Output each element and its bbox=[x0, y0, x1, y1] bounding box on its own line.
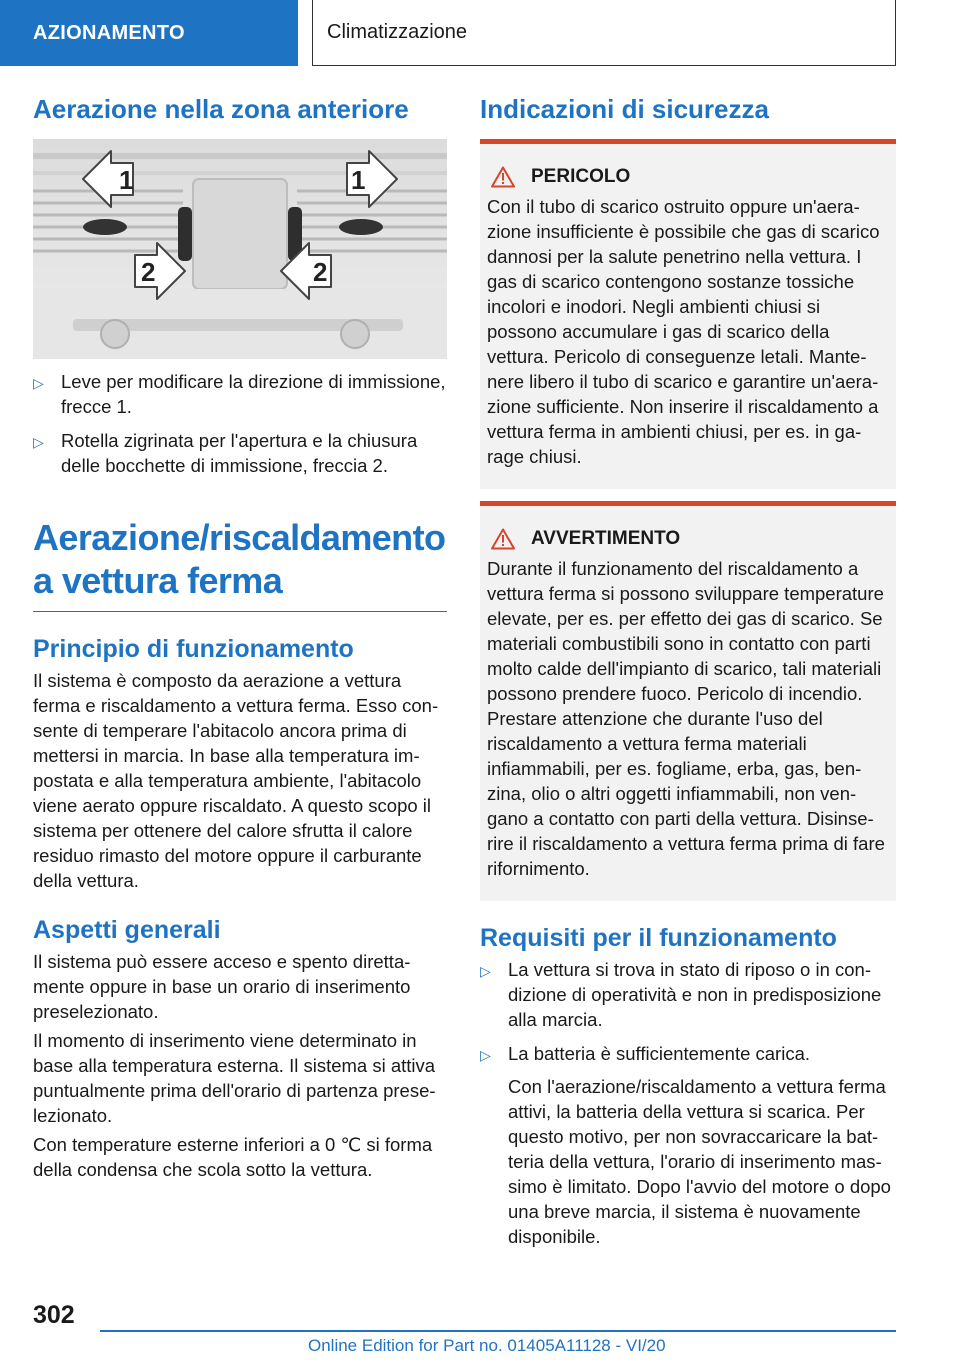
danger-text: Con il tubo di scarico ostruito oppure un'aerazione insufficiente è possibile che gas di scarico dannosi per la salute penetrino nella vettura. I gas di scarico contengono sostanze tossiche incolori e inodori. Negli ambienti chiusi si possono accumulare i gas di scarico della vettura. Pericolo di conseguenze letali. Mantenere libero il tubo di scarico e garantire un'aerazione sufficiente. Non inserire il riscaldamento a vettura ferma in ambienti chiusi, per es. in garage chiusi. bbox=[487, 196, 880, 468]
paragraph: Il sistema è composto da aerazione a vettura ferma e riscaldamento a vettura ferma. Esso consente di temperare l'abitacolo ancora prima di mettersi in marcia. In base alla temperatura impostata e alla temperatura ambiente, l'abitacolo viene aerato oppure riscaldato. A questo scopo il sistema per ottenere del calore sfrutta il calore residuo rimasto del motore oppure il carburante della vettura. bbox=[33, 669, 439, 891]
topic-label: Climatizzazione bbox=[327, 21, 468, 43]
warning-triangle-icon bbox=[491, 528, 515, 550]
list-item bbox=[480, 957, 896, 1032]
section-label: AZIONAMENTO bbox=[33, 21, 185, 44]
triangle-bullet-icon: ▷ bbox=[33, 375, 44, 392]
danger-label: PERICOLO bbox=[531, 166, 631, 188]
paragraph: Con temperature esterne inferiori a 0 ℃ si forma della condensa che scola sotto la vettura. bbox=[33, 1133, 433, 1180]
danger-box bbox=[480, 139, 896, 489]
callout-2-right: 2 bbox=[313, 257, 328, 288]
subheading-requisiti: Requisiti per il funzionamento bbox=[480, 924, 837, 953]
triangle-bullet-icon: ▷ bbox=[33, 434, 44, 451]
left-column bbox=[33, 94, 447, 1186]
callout-1-right: 1 bbox=[351, 165, 366, 196]
list-item bbox=[33, 428, 447, 478]
triangle-bullet-icon: ▷ bbox=[480, 1047, 491, 1064]
requirements-list bbox=[480, 957, 896, 1249]
warning-label: AVVERTIMENTO bbox=[531, 528, 681, 550]
callout-2-left: 2 bbox=[141, 257, 156, 288]
paragraph: Il momento di inserimento viene determinato in base alla temperatura esterna. Il sistema si attiva puntualmente prima dell'orario di partenza preselezionato. bbox=[33, 1029, 436, 1126]
list-item-text: Rotella zigrinata per l'apertura e la chiusura delle bocchette di immissione, freccia 2. bbox=[61, 430, 418, 477]
list-item-text: La vettura si trova in stato di riposo o in condizione di operatività e non in predisposizione alla marcia. bbox=[508, 959, 882, 1031]
topic-tab bbox=[312, 0, 896, 66]
vent-controls-list bbox=[33, 369, 447, 478]
section-tab bbox=[0, 0, 298, 66]
subheading-principio: Principio di funzionamento bbox=[33, 634, 354, 663]
list-item-text: Leve per modificare la direzione di immissione, frecce 1. bbox=[61, 371, 446, 418]
warning-text: Durante il funzionamento del riscaldamento a vettura ferma si possono sviluppare temperature elevate, per es. per effetto dei gas di scarico. Se materiali combustibili sono in contatto con parti molto calde dell'impianto di scarico, tali materiali possono prendere fuoco. Pericolo di incendio. Prestare attenzione che durante l'uso del riscaldamento a vettura ferma materiali infiammabili, per es. fogliame, erba, gas, benzina, olio o altri oggetti infiammabili, non vengano a contatto con parti della vettura. Disinserire il riscaldamento a vettura ferma prima di fare rifornimento. bbox=[487, 558, 885, 880]
edition-footer: Online Edition for Part no. 01405A11128 - VI/20 bbox=[308, 1336, 666, 1355]
ventilation-figure bbox=[33, 139, 447, 359]
paragraph: Il sistema può essere acceso e spento direttamente oppure in base un orario di inserimento preselezionato. bbox=[33, 950, 411, 1022]
right-column bbox=[480, 94, 896, 1258]
triangle-bullet-icon: ▷ bbox=[480, 963, 491, 980]
chapter-title: Aerazione/riscaldamento a vettura ferma bbox=[33, 516, 447, 611]
list-item-continuation: Con l'aerazione/riscaldamento a vettura ferma attivi, la batteria della vettura si scarica. Per questo motivo, per non sovraccaricare la batteria della vettura, l'orario di inserimento massimo è limitato. Dopo l'avvio del motore o dopo una breve marcia, il sistema è nuovamente disponibile. bbox=[508, 1076, 891, 1248]
warning-box bbox=[480, 501, 896, 901]
dashboard-vents-illustration bbox=[33, 139, 447, 359]
section-title-aerazione: Aerazione nella zona anteriore bbox=[33, 94, 409, 124]
warning-triangle-icon bbox=[491, 166, 515, 188]
list-item bbox=[480, 1041, 896, 1249]
page-number: 302 bbox=[33, 1301, 75, 1329]
callout-1-left: 1 bbox=[119, 165, 134, 196]
footer-divider bbox=[100, 1330, 896, 1332]
list-item-text: La batteria è sufficientemente carica. bbox=[508, 1043, 810, 1065]
subheading-aspetti: Aspetti generali bbox=[33, 915, 221, 944]
section-title-sicurezza: Indicazioni di sicurezza bbox=[480, 94, 769, 124]
list-item bbox=[33, 369, 447, 419]
